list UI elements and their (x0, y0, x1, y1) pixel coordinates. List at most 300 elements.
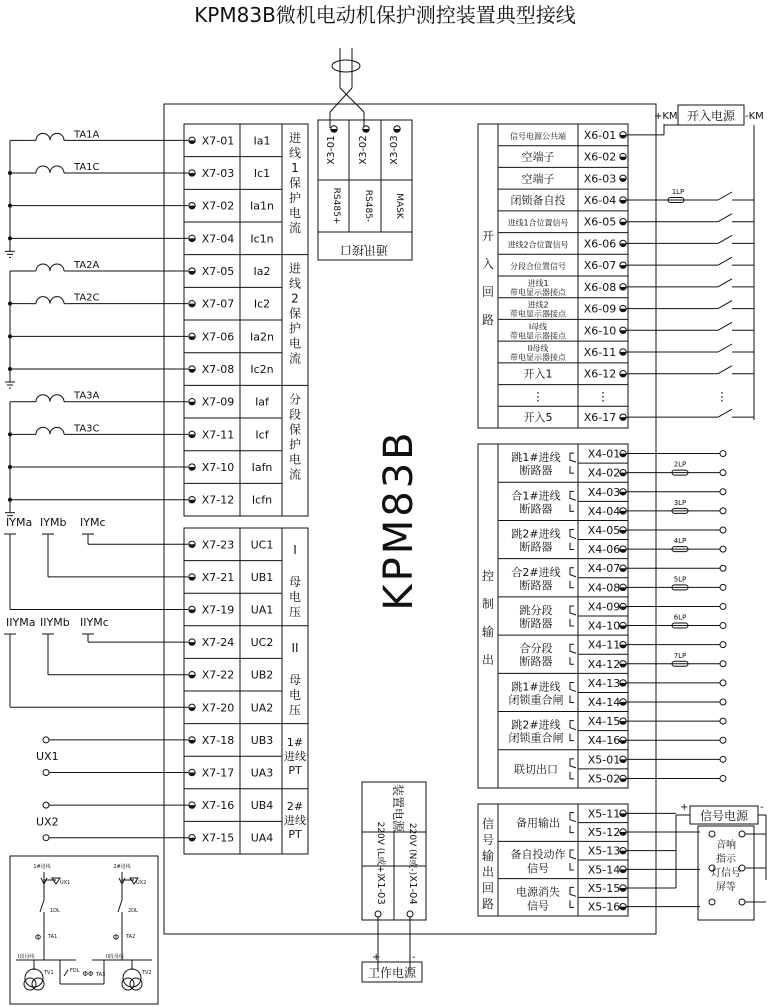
ground-icon (5, 246, 15, 257)
terminal-icon (189, 541, 195, 547)
ct-terminal-label: X7-10 (201, 461, 235, 475)
ct-coil-icon (30, 264, 70, 271)
bi-ellipsis: ⋮ (597, 389, 609, 404)
co-terminal: X4-11 (587, 638, 621, 652)
terminal-icon (189, 366, 195, 372)
ct-signal-label: Ic1n (250, 232, 274, 246)
char: 号 (481, 833, 495, 847)
v-group-label: 1# (286, 736, 304, 749)
bi-terminal: X6-12 (583, 367, 617, 381)
co-name: 联切出口 (514, 762, 558, 776)
char: 保 (288, 306, 302, 321)
terminal-icon (394, 126, 400, 132)
char: 护 (288, 191, 302, 205)
power-header: 装置电源 (391, 783, 405, 833)
ux-label: UX2 (36, 815, 59, 829)
terminal-icon (189, 333, 195, 339)
co-terminal: X4-14 (587, 696, 621, 709)
ct-label: TA2A (74, 260, 100, 272)
contact-icon (570, 813, 576, 833)
contact-icon (570, 721, 576, 741)
co-terminal: X4-05 (587, 524, 621, 537)
mini-bus1: I段母线 (18, 954, 35, 960)
power-right-desc: 220V (N或-) (407, 822, 417, 876)
co-name: 合分段 (519, 642, 553, 656)
open-terminal-icon (720, 489, 726, 495)
comm-section (318, 48, 412, 260)
wire (40, 900, 44, 912)
plate-label: 3LP (673, 498, 687, 507)
co-terminal: X5-02 (587, 772, 621, 786)
ct-signal-label: Icfn (251, 493, 273, 507)
char: 输 (481, 625, 495, 639)
ux-label: UX1 (36, 750, 59, 764)
power-term-2: X1-04 (407, 875, 418, 905)
co-terminal: X4-06 (587, 543, 621, 557)
ct-label: TA3A (74, 390, 100, 402)
indicator-label-1: 音响 (716, 840, 736, 851)
co-terminal: X4-01 (587, 447, 621, 461)
comm-pin-label: RS485+ (331, 187, 341, 225)
char: 压 (288, 703, 302, 717)
bus1-label: IYMa (6, 516, 33, 529)
bi-name: 开入5 (523, 411, 553, 425)
ct-coil-icon (30, 133, 70, 140)
bi-name: 带电显示器接点 (510, 331, 566, 341)
v-terminal-label: X7-23 (201, 538, 235, 552)
ct-terminal-label: X7-07 (201, 297, 235, 311)
contact-icon (570, 759, 576, 779)
tv-icon (32, 978, 44, 990)
bi-terminal: X6-07 (583, 259, 617, 273)
wire (718, 344, 732, 352)
bi-group-label (482, 229, 494, 327)
terminal-icon (620, 680, 626, 686)
ct-terminal-label: X7-11 (201, 428, 235, 442)
bi-power (654, 105, 764, 420)
so-terminal: X5-15 (587, 882, 621, 895)
ct-group-label (289, 261, 301, 366)
v-signal-label: UA2 (250, 701, 274, 715)
ct-group-label (289, 391, 301, 481)
plate-label: 1LP (671, 188, 685, 196)
terminal-icon (620, 866, 626, 872)
v-signal-label: UA1 (250, 603, 274, 617)
indicator-label-2: 指示 (716, 854, 736, 865)
signal-power-label: 信号电源 (699, 809, 749, 823)
v-terminal-label: X7-21 (201, 570, 235, 584)
work-power-minus: - (412, 952, 416, 963)
co-terminal: X4-07 (587, 562, 621, 576)
ct-signal-label: Ia1n (250, 199, 274, 213)
v-group-label: II (291, 641, 299, 655)
ct-label: TA1A (74, 129, 100, 141)
char: 信 (481, 817, 495, 831)
coil (36, 166, 64, 173)
terminal-icon (620, 661, 626, 667)
one-line-diagram (10, 856, 158, 1004)
open-terminal-icon (43, 770, 49, 776)
terminal-icon (620, 284, 626, 290)
char: 回 (481, 881, 495, 895)
open-terminal-icon (720, 737, 726, 743)
terminal-icon (363, 126, 369, 132)
wire (64, 970, 68, 976)
ct-coil-icon (30, 297, 70, 304)
co-terminal: X4-09 (587, 600, 621, 614)
power-left-desc: 220V (L或+) (375, 821, 385, 877)
so-terminal: X5-12 (587, 826, 621, 839)
terminal-icon (189, 464, 195, 470)
bi-name: 带电显示器接点 (510, 287, 566, 297)
co-terminal: X4-08 (587, 581, 621, 595)
junction-dot (8, 171, 12, 175)
bi-name: 进线1合位置信号 (507, 218, 569, 228)
bi-terminal: X6-03 (583, 172, 617, 186)
bi-name: 空端子 (521, 150, 555, 164)
terminal-icon (620, 847, 626, 853)
junction-dot (8, 367, 12, 371)
terminal-icon (189, 497, 195, 503)
mini-breaker2: 2DL (128, 908, 138, 914)
co-terminal: X4-02 (587, 466, 621, 480)
char: 进 (288, 131, 302, 145)
bi-terminal: X6-05 (583, 215, 617, 229)
v-signal-label: UA4 (250, 831, 274, 845)
diagram-title: KPM83B微机电动机保护测控装置典型接线 (194, 3, 576, 27)
so-terminal: X5-14 (587, 863, 621, 877)
co-name: 跳2#进线 (511, 718, 561, 732)
char: 电 (288, 336, 302, 351)
comm-pin-label: RS485- (363, 189, 373, 223)
terminal-icon (189, 300, 195, 306)
co-name: 跳分段 (519, 604, 553, 617)
v-signal-label: UA3 (250, 766, 274, 780)
co-name: 断路器 (519, 464, 553, 478)
co-terminal: X4-16 (587, 734, 621, 748)
ct-coil-icon (30, 427, 70, 434)
terminal-icon (620, 469, 626, 475)
co-name: 合1#进线 (511, 489, 561, 503)
v-terminal-label: X7-22 (201, 668, 235, 682)
junction-dot (8, 302, 12, 306)
junction-dot (8, 204, 12, 208)
bi-power-label: 开入电源 (686, 109, 736, 123)
wire (718, 257, 732, 265)
ct-terminal-label: X7-05 (201, 265, 235, 279)
v-terminal-label: X7-18 (201, 733, 235, 747)
plate-label: 2LP (673, 460, 687, 469)
terminal-icon (620, 219, 626, 225)
bi-terminal: X6-09 (583, 302, 617, 316)
char: 保 (288, 422, 302, 437)
wire (718, 301, 732, 309)
ct-terminal-label: X7-06 (201, 330, 235, 344)
terminal-icon (620, 603, 626, 609)
ct-coil-icon (30, 395, 70, 402)
plate-label: 7LP (673, 651, 687, 660)
bus1-label: IYMc (80, 516, 106, 529)
bi-terminal: X6-02 (583, 150, 617, 164)
v-group-label (289, 575, 301, 619)
ct-terminal-label: X7-04 (201, 232, 235, 246)
bi-power-plus: +KM (654, 111, 678, 122)
junction-dot (8, 432, 12, 436)
v-terminal-label: X7-19 (201, 603, 235, 617)
junction-dot (8, 236, 12, 240)
mini-in1: 1#进线 (33, 864, 51, 870)
junction-dot (8, 498, 12, 502)
char: 电 (288, 452, 302, 467)
terminal-icon (189, 574, 195, 580)
terminal-icon (620, 349, 626, 355)
ct-terminal-label: X7-02 (201, 199, 235, 213)
char: 输 (481, 849, 495, 863)
terminal-icon (620, 527, 626, 533)
terminal-icon (620, 508, 626, 514)
terminal-icon (189, 802, 195, 808)
char: 流 (288, 221, 302, 235)
wire (718, 409, 732, 417)
co-group-label (482, 568, 494, 667)
terminal-icon (620, 903, 626, 909)
indicator-terminal-icon (739, 831, 745, 837)
terminal-icon (189, 202, 195, 208)
mini-ta2: TA2 (126, 934, 136, 940)
terminal-icon (620, 756, 626, 762)
wire (718, 322, 732, 330)
bi-name: I母线 (528, 322, 548, 332)
terminal-icon (189, 398, 195, 404)
v-signal-label: UB2 (250, 668, 274, 682)
open-terminal-icon (720, 546, 726, 552)
signal-power-plus: + (680, 802, 689, 813)
wire (718, 192, 732, 200)
v-terminal-label: X7-24 (201, 636, 235, 650)
terminal-icon (620, 699, 626, 705)
work-power-label: 工作电源 (367, 966, 417, 980)
bi-name: 带电显示器接点 (510, 353, 566, 362)
junction-dot (8, 465, 12, 469)
open-terminal-icon (43, 802, 49, 808)
v-signal-label: UB3 (250, 733, 274, 747)
ct-signal-label: Ia1 (253, 134, 271, 148)
ct-signal-label: Iaf (255, 395, 269, 409)
terminal-icon (620, 450, 626, 456)
mini-tv: TV2 (142, 970, 152, 976)
char: 1 (291, 161, 299, 175)
tv-icon (130, 978, 142, 990)
open-terminal-icon (43, 835, 49, 841)
open-terminal-icon (720, 775, 726, 781)
open-terminal-icon (720, 661, 726, 667)
co-name: 闭锁重合闸 (508, 731, 564, 745)
bi-name: 分段合位置信号 (510, 262, 566, 272)
terminal-icon (189, 769, 195, 775)
coil (36, 264, 64, 271)
ct-label: TA2C (74, 292, 100, 304)
bi-name: 进线2合位置信号 (507, 240, 569, 250)
v-group-label: PT (288, 764, 302, 777)
plate-label: 4LP (673, 537, 687, 546)
char: 保 (288, 176, 302, 190)
ct-signal-label: Iafn (251, 461, 273, 475)
char: 电 (288, 688, 302, 702)
char: 段 (288, 407, 302, 422)
v-signal-label: UB4 (250, 799, 274, 813)
char: 线 (288, 276, 302, 291)
char: 入 (481, 257, 495, 271)
char: 路 (481, 897, 495, 911)
contact-icon (570, 491, 576, 511)
terminal-icon (620, 153, 626, 159)
terminal-icon (189, 268, 195, 274)
terminal-icon (620, 262, 626, 268)
terminal-icon (620, 718, 626, 724)
char: 流 (288, 351, 302, 366)
ct-signal-label: Ia2n (250, 330, 274, 344)
mini-breaker1: 1DL (50, 908, 60, 914)
indicator-terminal-icon (709, 831, 715, 837)
co-name: 断路器 (519, 540, 553, 554)
ct-coil-icon (30, 166, 70, 173)
co-name: 跳1#进线 (511, 451, 561, 465)
open-terminal-icon (720, 527, 726, 533)
signal-power-minus: - (760, 802, 764, 813)
terminal-icon (620, 175, 626, 181)
ct-label: TA3C (74, 423, 100, 435)
bi-name: 空端子 (521, 172, 555, 186)
open-terminal-icon (43, 737, 49, 743)
v-signal-label: UC1 (250, 538, 274, 552)
bi-name: 进线2 (527, 300, 549, 310)
terminal-icon (620, 489, 626, 495)
terminal-icon (620, 775, 626, 781)
ct-signal-label: Icf (255, 428, 269, 442)
contact-icon (570, 644, 576, 664)
char: 流 (288, 467, 302, 482)
open-terminal-icon (720, 699, 726, 705)
ct-symbol-icon: Φ (34, 933, 42, 942)
mini-ta3: TA3 (96, 972, 106, 978)
bi-ellipsis: ⋮ (716, 389, 728, 404)
char: 进 (288, 261, 302, 276)
terminal-icon (189, 235, 195, 241)
mini-tv: TV1 (44, 970, 54, 976)
mini-in2: 2#进线 (113, 864, 131, 870)
comm-wire-label: X3-03 (389, 135, 400, 165)
open-terminal-icon (720, 623, 726, 629)
indicator-terminal-icon (709, 899, 715, 905)
open-terminal-icon (720, 470, 726, 476)
open-terminal-icon (720, 508, 726, 514)
v-terminal-label: X7-17 (201, 766, 235, 780)
comm-caption: 通讯接口 (339, 243, 389, 257)
so-name: 信号 (527, 899, 549, 913)
char: 压 (288, 605, 302, 619)
terminal-icon (620, 641, 626, 647)
terminal-icon (189, 170, 195, 176)
terminal-icon (620, 371, 626, 377)
contact-icon (570, 850, 576, 870)
ct-signal-label: Ic2n (250, 363, 274, 377)
coil (36, 427, 64, 434)
bi-name: 闭锁备自投 (510, 194, 566, 207)
contact-icon (570, 530, 576, 550)
bi-name: II母线 (527, 344, 549, 353)
char: 护 (288, 321, 302, 336)
mini-fdl: FDL (70, 968, 80, 974)
v-terminal-label: X7-16 (201, 799, 235, 813)
ct-signal-label: Ic1 (253, 167, 271, 181)
char: 母 (288, 575, 302, 589)
char: 出 (481, 865, 495, 879)
open-terminal-icon (720, 642, 726, 648)
bus2-label: IIYMb (40, 616, 70, 629)
wire (718, 214, 732, 222)
open-terminal-icon (720, 451, 726, 457)
co-name: 跳1#进线 (511, 680, 561, 694)
co-terminal: X5-01 (587, 753, 621, 767)
indicator-label-3: 灯信号 (711, 868, 741, 879)
terminal-icon (620, 885, 626, 891)
ct-label: TA1C (74, 162, 100, 174)
v-terminal-label: X7-15 (201, 831, 235, 845)
terminal-icon (620, 197, 626, 203)
v-group-label: I (293, 543, 297, 557)
char: 2 (291, 291, 299, 306)
char: 母 (288, 673, 302, 687)
contact-icon (570, 606, 576, 626)
ground-icon (5, 377, 15, 388)
so-name: 备用输出 (516, 816, 560, 830)
terminal-icon (620, 240, 626, 246)
bi-name: 进线1 (527, 278, 549, 288)
v-signal-label: UC2 (250, 636, 274, 650)
coil (36, 133, 64, 140)
so-name: 电源消失 (516, 885, 560, 899)
bus2-label: IIYMa (6, 616, 36, 629)
co-name: 断路器 (519, 502, 553, 516)
so-terminal: X5-16 (587, 900, 621, 914)
bi-terminal: X6-11 (583, 346, 617, 359)
ct-terminal-label: X7-12 (201, 493, 235, 507)
char: 路 (481, 313, 495, 327)
open-terminal-icon (720, 680, 726, 686)
terminal-icon (620, 622, 626, 628)
junction-dot (8, 334, 12, 338)
so-name: 备自投动作 (510, 848, 566, 861)
wire (718, 235, 732, 243)
terminal-icon (189, 737, 195, 743)
terminal-icon (620, 132, 626, 138)
co-name: 断路器 (519, 617, 553, 630)
wire (718, 366, 732, 374)
ct-terminal-label: X7-03 (201, 167, 235, 181)
char: 开 (481, 229, 495, 243)
co-terminal: X4-04 (587, 504, 621, 518)
mini-ux2: UX2 (136, 880, 147, 886)
co-terminal: X4-15 (587, 715, 621, 729)
ct-signal-label: Ic2 (253, 297, 271, 311)
terminal-icon (189, 704, 195, 710)
comm-wire-label: X3-01 (326, 135, 337, 165)
contact-icon (570, 453, 576, 473)
co-name: 断路器 (519, 578, 553, 592)
co-terminal: X4-10 (587, 619, 621, 633)
bi-ellipsis: ⋮ (532, 389, 544, 404)
so-terminal: X5-13 (587, 844, 621, 858)
